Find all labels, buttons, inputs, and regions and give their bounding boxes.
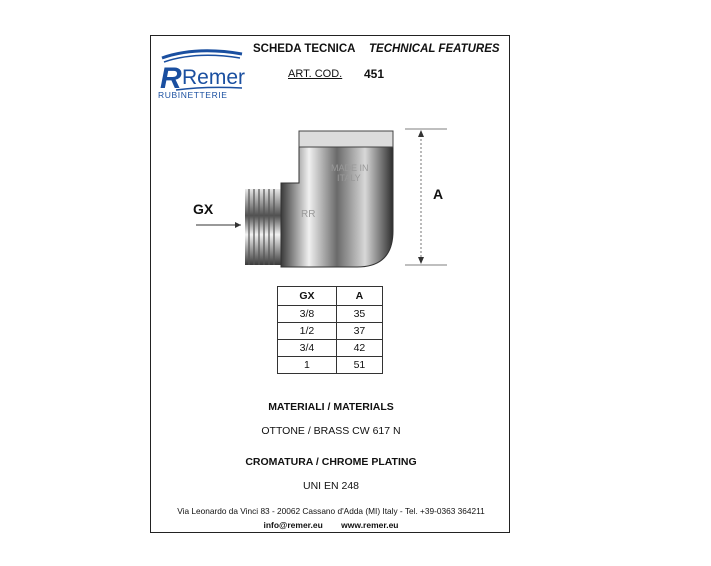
- title-english: TECHNICAL FEATURES: [369, 43, 500, 55]
- logo-letter-r: R: [160, 62, 182, 95]
- table-cell-a: 42: [336, 340, 382, 357]
- stamp-made-in: MADE IN: [331, 163, 369, 173]
- a-arrow-top: [418, 130, 424, 137]
- materials-title: MATERIALI / MATERIALS: [268, 401, 394, 413]
- technical-sheet: [150, 35, 510, 533]
- footer-website-link[interactable]: www.remer.eu: [341, 520, 399, 530]
- table-cell-gx: 3/8: [278, 306, 337, 323]
- table-cell-a: 35: [336, 306, 382, 323]
- table-row: [278, 306, 383, 323]
- logo-subtitle: RUBINETTERIE: [158, 90, 228, 100]
- table-row: [278, 340, 383, 357]
- article-code-value: 451: [364, 67, 385, 81]
- a-label: A: [433, 186, 444, 202]
- footer-email-link[interactable]: info@remer.eu: [263, 520, 323, 530]
- table-header-row: [278, 287, 383, 306]
- article-code-label: ART. COD.: [288, 68, 343, 80]
- elbow-fitting-drawing: [181, 121, 471, 271]
- materials-value: OTTONE / BRASS CW 617 N: [261, 425, 401, 437]
- logo-wordmark: Remer: [182, 66, 246, 89]
- threaded-end: [245, 189, 281, 265]
- table-header-gx: GX: [278, 287, 337, 306]
- table-cell-a: 37: [336, 323, 382, 340]
- female-end-rim: [299, 131, 393, 147]
- table-header-a: A: [336, 287, 382, 306]
- fitting-body: [281, 131, 393, 267]
- title-italian: SCHEDA TECNICA: [253, 43, 356, 55]
- table-cell-a: 51: [336, 357, 382, 374]
- footer-address: Via Leonardo da Vinci 83 - 20062 Cassano d'Adda (MI) Italy - Tel. +39-0363 364211: [177, 506, 485, 516]
- table-row: [278, 357, 383, 374]
- stamp-rr: RR: [301, 209, 316, 220]
- dimension-table: [277, 286, 383, 374]
- table-row: [278, 323, 383, 340]
- plating-value: UNI EN 248: [302, 480, 360, 492]
- table-cell-gx: 1: [278, 357, 337, 374]
- table-cell-gx: 3/4: [278, 340, 337, 357]
- stamp-italy: ITALY: [337, 173, 361, 183]
- gx-arrow-head: [235, 222, 241, 228]
- a-arrow-bottom: [418, 257, 424, 264]
- footer-links: [151, 520, 511, 530]
- plating-title: CROMATURA / CHROME PLATING: [245, 456, 417, 468]
- gx-label: GX: [193, 201, 214, 217]
- table-cell-gx: 1/2: [278, 323, 337, 340]
